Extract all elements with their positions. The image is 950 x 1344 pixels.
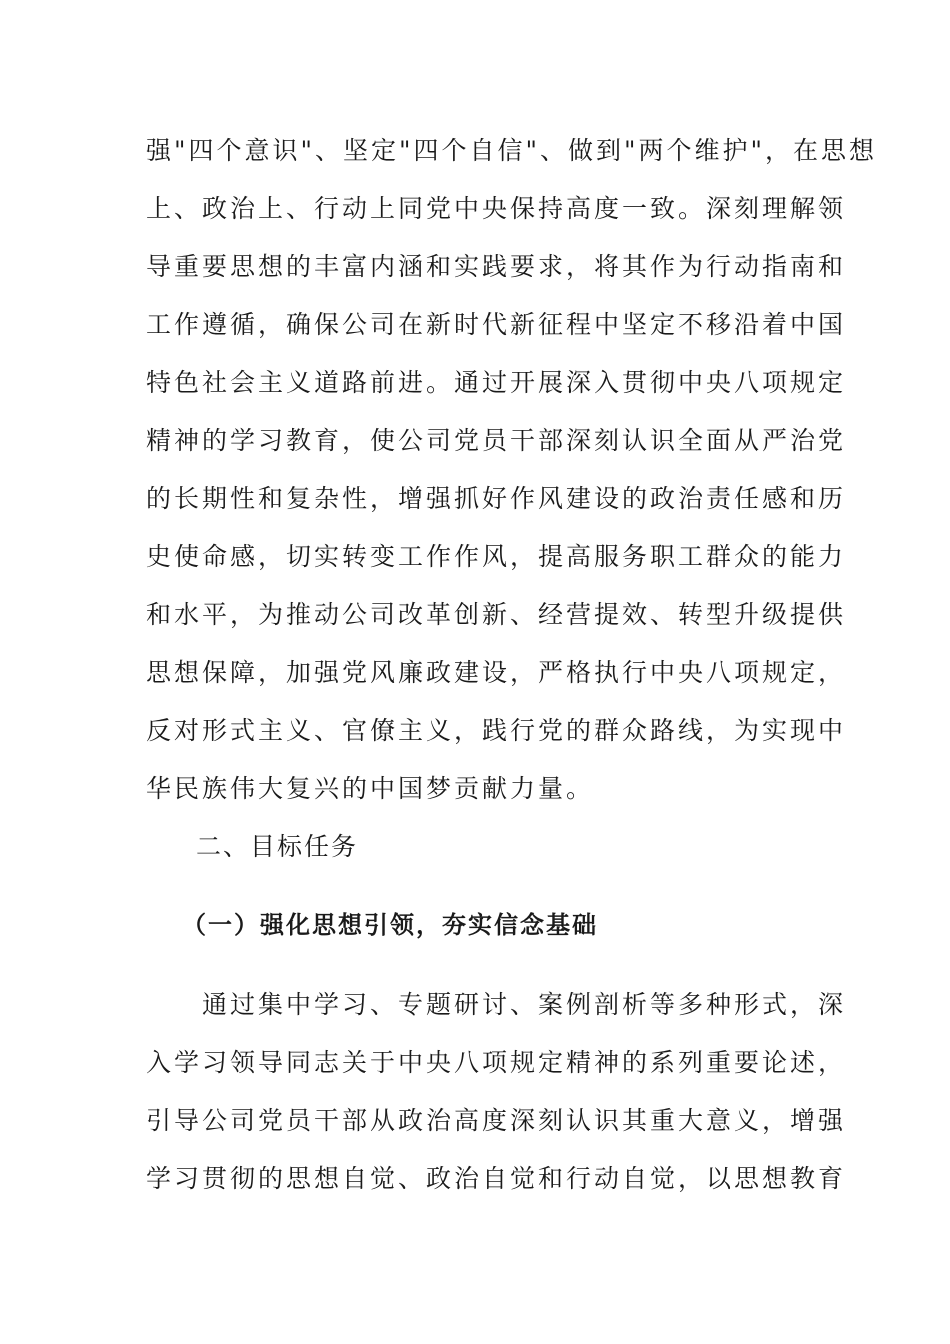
paragraph-line: 特色社会主义道路前进。通过开展深入贯彻中央八项规定 [146, 368, 847, 397]
paragraph-line: 上、政治上、行动上同党中央保持高度一致。深刻理解领 [146, 194, 847, 223]
body-paragraph-2 [146, 976, 847, 1208]
paragraph-line: 强"四个意识"、坚定"四个自信"、做到"两个维护"，在思想 [146, 136, 877, 165]
paragraph-line: 思想保障，加强党风廉政建设，严格执行中央八项规定， [146, 658, 847, 687]
paragraph-line: 的长期性和复杂性，增强抓好作风建设的政治责任感和历 [146, 484, 847, 513]
paragraph-line: 引导公司党员干部从政治高度深刻认识其重大意义，增强 [146, 1106, 847, 1135]
paragraph-line: 史使命感，切实转变工作作风，提高服务职工群众的能力 [146, 542, 847, 571]
paragraph-line: 导重要思想的丰富内涵和实践要求，将其作为行动指南和 [146, 252, 847, 281]
paragraph-line: 华民族伟大复兴的中国梦贡献力量。 [146, 774, 595, 803]
paragraph-line: 通过集中学习、专题研讨、案例剖析等多种形式，深 [146, 990, 847, 1019]
paragraph-line: 和水平，为推动公司改革创新、经营提效、转型升级提供 [146, 600, 847, 629]
paragraph-line: 工作遵循，确保公司在新时代新征程中坚定不移沿着中国 [146, 310, 847, 339]
body-paragraph-1 [146, 122, 877, 818]
paragraph-line: 反对形式主义、官僚主义，践行党的群众路线，为实现中 [146, 716, 847, 745]
paragraph-line: 入学习领导同志关于中央八项规定精神的系列重要论述， [146, 1048, 847, 1077]
paragraph-line: 学习贯彻的思想自觉、政治自觉和行动自觉，以思想教育 [146, 1164, 847, 1193]
paragraph-line: 精神的学习教育，使公司党员干部深刻认识全面从严治党 [146, 426, 847, 455]
subsection-heading: （一）强化思想引领，夯实信念基础 [182, 911, 598, 939]
section-heading: 二、目标任务 [196, 832, 359, 861]
